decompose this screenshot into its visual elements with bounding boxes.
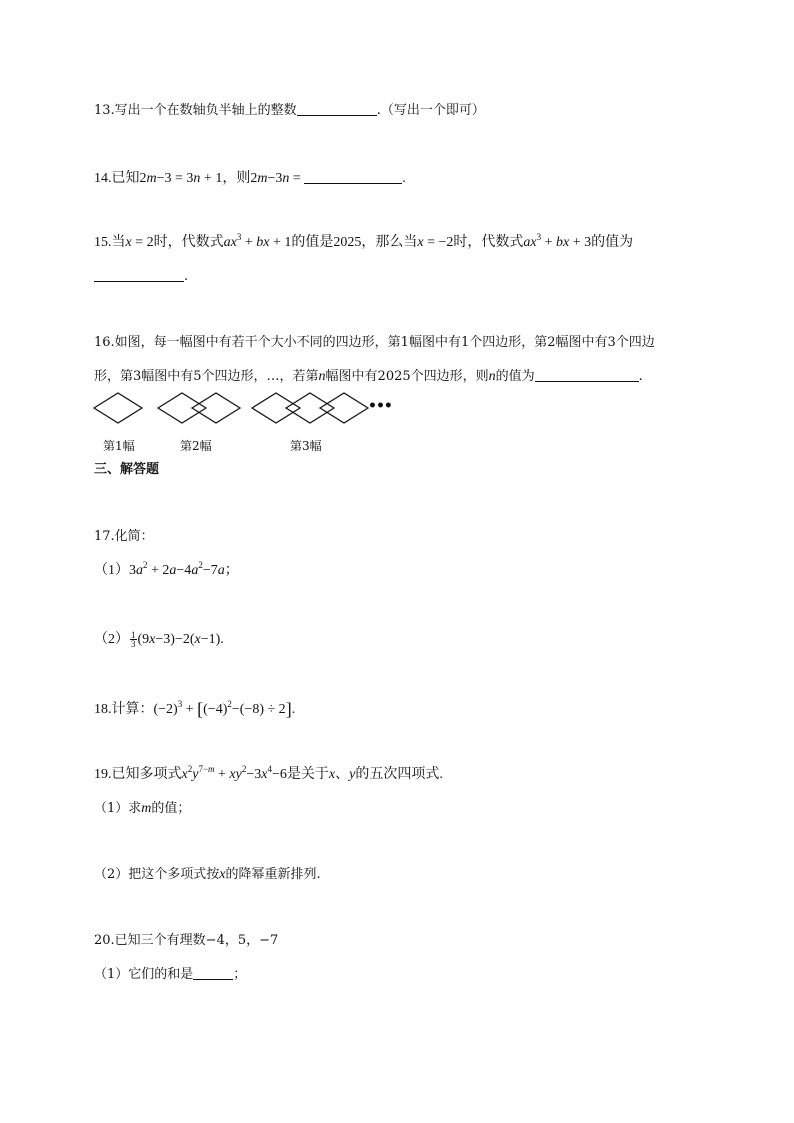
question-16-line1 (94, 334, 655, 352)
section-3-title: 三、解答题 (94, 462, 160, 477)
question-16-line2: 形，第3幅图中有5个四边形，…，若第n幅图中有2025个四边形，则n的值为 . (94, 369, 643, 384)
q19-p2: （2）把这个多项式按 (94, 867, 220, 882)
q18-expr: (−2) (153, 702, 178, 717)
q19-p1-end: 的值； (151, 801, 191, 816)
fig2-rhombus-2 (192, 393, 240, 423)
quadrilaterals-diagram (92, 388, 412, 432)
q19-prefix: 19.已知多项式 (94, 767, 182, 782)
fraction-one-third: $\frac{1}{3}$ (131, 630, 136, 650)
q16-ellipsis: ••• (368, 398, 392, 414)
q18-prefix: 18.计算： (94, 702, 154, 717)
q14-prefix: 14.已知2 (94, 171, 147, 186)
q16-line2-mid: 幅图中有2025个四边形，则 (325, 369, 489, 384)
q14-mid1: −3 = 3 (156, 171, 194, 186)
question-20-part1 (94, 966, 246, 984)
caption-fig3: 第3幅 (290, 439, 322, 453)
q18-plus: + (182, 702, 198, 717)
q17-p2-label: （2） (94, 632, 129, 647)
q20-p1-end: ； (233, 967, 247, 982)
q19-p1: （1）求 (94, 801, 142, 816)
q19-p2-end: 的降幂重新排列. (225, 867, 321, 882)
q18-inner2: −(−8) ÷ 2 (231, 702, 286, 717)
q13-text: 13.写出一个在数轴负半轴上的整数 (94, 103, 297, 118)
question-20-title: 20.已知三个有理数−4，5，−7 (94, 933, 279, 948)
q15-expr-rest: + 1的值是2025，那么当 (269, 235, 418, 250)
q16-end: . (638, 369, 643, 384)
q16-figure (92, 388, 412, 436)
q17-p1-end: ； (224, 563, 239, 578)
q16-line2-suffix: 的值为 (495, 369, 535, 384)
q19-suffix: 是关于 (286, 767, 329, 782)
question-19-part1: （1）求m的值； (94, 801, 191, 816)
fig3-rhombus-3 (320, 393, 368, 423)
q15-end: . (184, 269, 189, 284)
q17-p2-expr2: −3)−2( (155, 632, 195, 647)
q19-and: 、 (335, 767, 350, 782)
q16-answer-blank[interactable] (535, 369, 639, 382)
q13-suffix: .（写出一个即可） (376, 103, 485, 118)
q16-line1: 16.如图，每一幅图中有若干个大小不同的四边形，第1幅图中有1个四边形，第2幅图中有3个四边 (94, 335, 655, 350)
q19-suffix2: 的五次四项式. (355, 767, 443, 782)
caption-fig1: 第1幅 (103, 439, 135, 453)
q17-p1-label: （1） (94, 563, 129, 578)
question-19-part2: （2）把这个多项式按x的降幂重新排列. (94, 867, 321, 882)
q13-answer-blank[interactable] (297, 103, 377, 116)
fig3-rhombus-2 (286, 393, 334, 423)
q20-p1: （1）它们的和是 (94, 967, 194, 982)
question-19: 19.已知多项式$x^2y^{7-m} + xy^2-3x^4-6$是关于x、y的五次四项式. (94, 764, 443, 782)
q14-mid3: −3 (267, 171, 283, 186)
fig2-rhombus-1 (158, 393, 206, 423)
q14-end: . (402, 171, 406, 186)
question-18: 18.计算：$(-2)^3 + [(-4)^2-(-8) \div 2]$. (94, 699, 296, 719)
q18-end: . (291, 702, 296, 717)
question-17-part2: （2） $\frac{1}{3}$ (9x−3)−2(x−1). (94, 630, 224, 650)
q15-prefix: 15.当 (94, 235, 126, 250)
question-14: 14.已知2m−3 = 3n + 1，则2m−3n = . (94, 171, 406, 186)
q20-answer-blank[interactable] (193, 967, 233, 980)
question-13 (94, 102, 485, 120)
q14-mid2: + 1，则2 (200, 171, 258, 186)
q15-x-eq-m2: = −2时，代数式 (423, 235, 524, 250)
question-17-title: 17.化简： (94, 529, 154, 544)
caption-fig2: 第2幅 (180, 439, 212, 453)
q15-expr-rest2: + 3的值为 (569, 235, 634, 250)
q15-x-eq-2: = 2时，代数式 (131, 235, 224, 250)
q18-inner: (−4) (203, 702, 228, 717)
question-17-part1: $(1)3a^2 + 2a-4a^2-7a$； (94, 560, 239, 578)
q14-answer-blank[interactable] (304, 171, 402, 184)
q17-p2-expr: (9 (137, 632, 150, 647)
q15-answer-blank[interactable] (94, 269, 184, 282)
q14-eq: = (289, 171, 301, 186)
fig1-rhombus (94, 393, 142, 423)
question-15-line2 (94, 268, 188, 286)
question-15-line1: 15.当x = 2时，代数式$ax^3$ + bx + 1的值是2025，那么当x = −2时，代数式$ax^3$ + bx + 3的值为 (94, 232, 634, 250)
q17-p2-expr3: −1). (200, 632, 224, 647)
fig3-rhombus-1 (252, 393, 300, 423)
q16-line2-prefix: 形，第3幅图中有5个四边形，…，若第 (94, 369, 319, 384)
